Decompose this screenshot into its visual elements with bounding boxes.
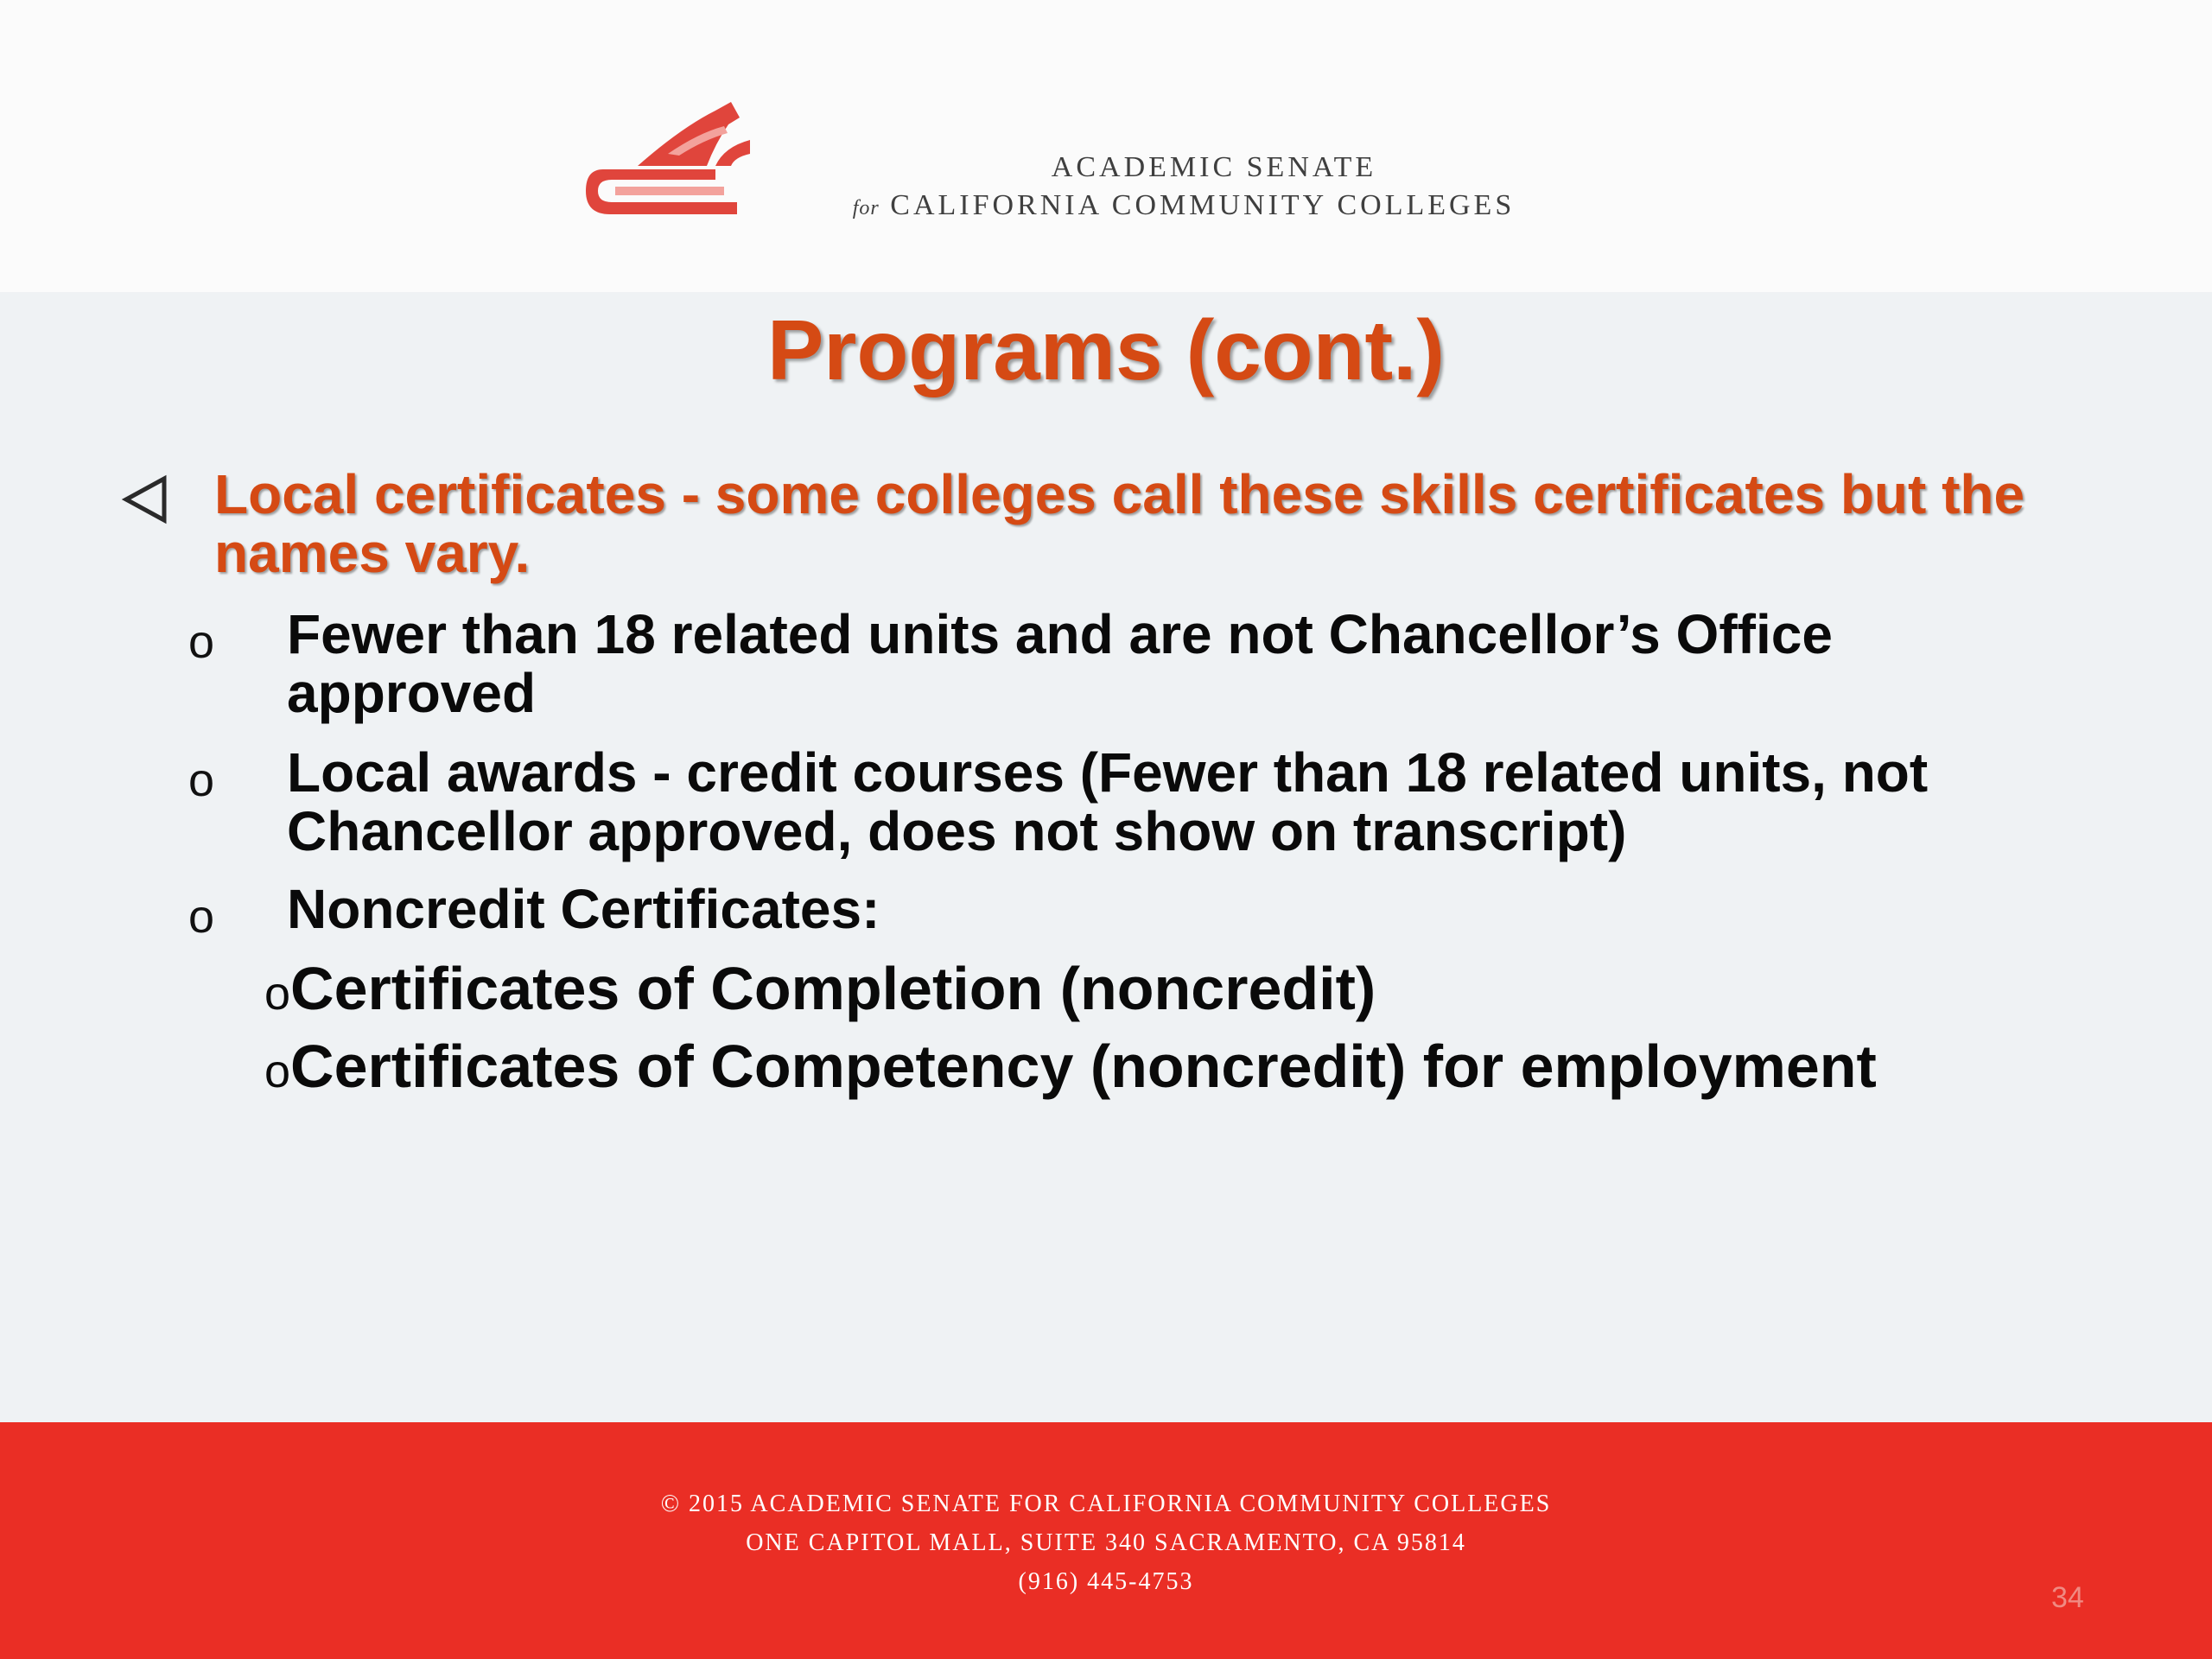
sub-bullet-text: Noncredit Certificates: — [287, 878, 880, 940]
sub-sub-bullet — [264, 1032, 2165, 1106]
sub-bullet-marker: o — [188, 891, 215, 943]
footer-text — [0, 1484, 2212, 1601]
slide-header — [0, 0, 2212, 292]
org-name-line2 — [812, 187, 1555, 227]
sub-bullet-text: Local awards - credit courses (Fewer than 18 related units, not Chancellor approved, does not show on transcript) — [287, 741, 1929, 862]
sub-sub-bullet-text: Certificates of Completion (noncredit) — [290, 955, 1376, 1022]
footer-phone: (916) 445-4753 — [1018, 1568, 1194, 1595]
sub-sub-bullet-marker: o — [264, 968, 291, 1020]
org-name-line1: ACADEMIC SENATE — [1051, 151, 1377, 183]
slide-title: Programs (cont.) — [766, 302, 1446, 397]
sub-bullet-marker: o — [188, 616, 215, 668]
main-bullet-text: Local certificates - some colleges call these skills certificates but the names vary. — [214, 463, 2025, 584]
book-stack-icon — [586, 102, 750, 214]
org-name-line2-text: CALIFORNIA COMMUNITY COLLEGES — [890, 189, 1516, 221]
org-name-for: for — [852, 197, 880, 219]
sub-bullet-text: Fewer than 18 related units and are not Chancellor’s Office approved — [287, 603, 1833, 724]
sub-bullet-marker: o — [188, 754, 215, 806]
sub-sub-bullet — [264, 954, 2165, 1028]
slide-footer — [0, 1422, 2212, 1659]
sub-sub-bullet-text: Certificates of Competency (noncredit) for employment — [290, 1033, 1877, 1100]
page-number: 34 — [2051, 1581, 2084, 1614]
triangle-left-outline-icon — [119, 474, 171, 525]
org-name — [812, 149, 1555, 227]
footer-address: ONE CAPITOL MALL, SUITE 340 SACRAMENTO, CA 95814 — [746, 1529, 1466, 1556]
sub-sub-bullet-marker: o — [264, 1046, 291, 1097]
footer-copyright: © 2015 ACADEMIC SENATE FOR CALIFORNIA COMMUNITY COLLEGES — [660, 1491, 1552, 1517]
